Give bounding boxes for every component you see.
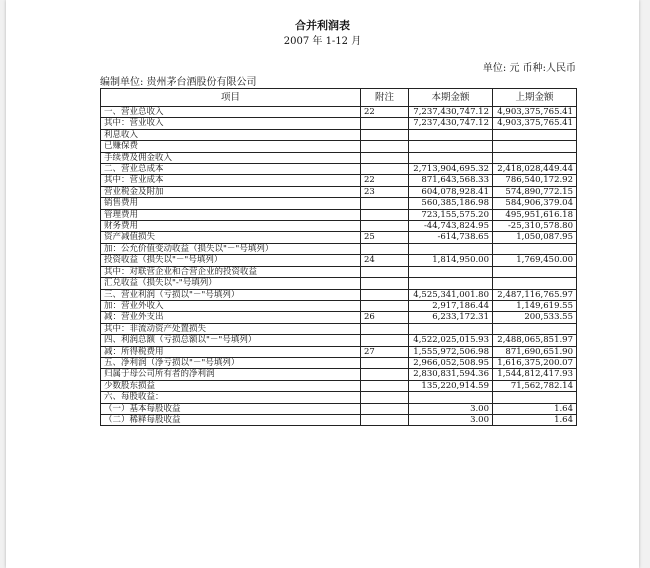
row-note bbox=[361, 266, 409, 277]
table-row bbox=[101, 152, 577, 163]
document-period: 2007 年 1-12 月 bbox=[283, 36, 362, 47]
row-item-label: 二、营业总成本 bbox=[101, 164, 361, 175]
row-current-amount: 4,525,341,001.80 bbox=[409, 289, 493, 300]
row-note bbox=[361, 323, 409, 334]
table-row bbox=[101, 118, 577, 129]
row-previous-amount: 584,906,379.04 bbox=[493, 198, 577, 209]
row-current-amount: 871,643,568.33 bbox=[409, 175, 493, 186]
row-previous-amount: 1,616,375,200.07 bbox=[493, 357, 577, 368]
header-current-amount: 本期金额 bbox=[409, 89, 493, 107]
row-item-label: 其中：对联营企业和合营企业的投资收益 bbox=[101, 266, 361, 277]
row-item-label: 四、利润总额（亏损总额以"－"号填列） bbox=[101, 335, 361, 346]
table-row bbox=[101, 346, 577, 357]
currency-unit: 单位: 元 币种:人民币 bbox=[482, 63, 576, 74]
table-row bbox=[101, 414, 577, 425]
header-previous-amount: 上期金额 bbox=[493, 89, 577, 107]
row-current-amount: 2,917,186.44 bbox=[409, 300, 493, 311]
table-row bbox=[101, 403, 577, 414]
row-note bbox=[361, 335, 409, 346]
row-current-amount bbox=[409, 392, 493, 403]
row-current-amount bbox=[409, 278, 493, 289]
table-row bbox=[101, 380, 577, 391]
table-row bbox=[101, 369, 577, 380]
row-current-amount: 1,555,972,506.98 bbox=[409, 346, 493, 357]
row-current-amount: 3.00 bbox=[409, 403, 493, 414]
row-previous-amount bbox=[493, 129, 577, 140]
table-row bbox=[101, 243, 577, 254]
row-previous-amount: 4,903,375,765.41 bbox=[493, 118, 577, 129]
row-previous-amount: -25,310,578.80 bbox=[493, 221, 577, 232]
row-current-amount: 723,155,575.20 bbox=[409, 209, 493, 220]
row-item-label: 汇兑收益（损失以"-"号填列） bbox=[101, 278, 361, 289]
row-item-label: 财务费用 bbox=[101, 221, 361, 232]
table-row bbox=[101, 357, 577, 368]
header-note: 附注 bbox=[361, 89, 409, 107]
row-item-label: 其中：营业收入 bbox=[101, 118, 361, 129]
row-note: 27 bbox=[361, 346, 409, 357]
row-previous-amount: 200,533.55 bbox=[493, 312, 577, 323]
row-current-amount: 1,814,950.00 bbox=[409, 255, 493, 266]
row-previous-amount: 71,562,782.14 bbox=[493, 380, 577, 391]
row-note: 24 bbox=[361, 255, 409, 266]
document-page bbox=[6, 0, 639, 568]
table-row bbox=[101, 209, 577, 220]
row-current-amount bbox=[409, 266, 493, 277]
row-previous-amount: 1,149,619.55 bbox=[493, 300, 577, 311]
table-row bbox=[101, 107, 577, 118]
row-note bbox=[361, 152, 409, 163]
row-previous-amount bbox=[493, 141, 577, 152]
row-note bbox=[361, 278, 409, 289]
table-row bbox=[101, 198, 577, 209]
row-item-label: 其中：营业成本 bbox=[101, 175, 361, 186]
row-note bbox=[361, 357, 409, 368]
table-row bbox=[101, 289, 577, 300]
row-item-label: （一）基本每股收益 bbox=[101, 403, 361, 414]
table-row bbox=[101, 232, 577, 243]
table-row bbox=[101, 335, 577, 346]
row-previous-amount: 2,418,028,449.44 bbox=[493, 164, 577, 175]
income-statement-table bbox=[100, 88, 577, 426]
row-note: 23 bbox=[361, 186, 409, 197]
row-note bbox=[361, 209, 409, 220]
row-item-label: 少数股东损益 bbox=[101, 380, 361, 391]
row-current-amount bbox=[409, 323, 493, 334]
row-current-amount: 2,713,904,695.32 bbox=[409, 164, 493, 175]
row-previous-amount: 1,544,812,417.93 bbox=[493, 369, 577, 380]
document-title: 合并利润表 bbox=[295, 19, 350, 32]
row-note bbox=[361, 129, 409, 140]
row-previous-amount: 786,540,172.92 bbox=[493, 175, 577, 186]
row-item-label: 加：营业外收入 bbox=[101, 300, 361, 311]
table-body bbox=[101, 107, 577, 426]
row-note bbox=[361, 300, 409, 311]
header-item: 项目 bbox=[101, 89, 361, 107]
row-previous-amount: 1.64 bbox=[493, 403, 577, 414]
row-current-amount: 3.00 bbox=[409, 414, 493, 425]
row-note bbox=[361, 380, 409, 391]
row-item-label: 加：公允价值变动收益（损失以"－"号填列） bbox=[101, 243, 361, 254]
table-row bbox=[101, 141, 577, 152]
preparing-company: 编制单位: 贵州茅台酒股份有限公司 bbox=[100, 77, 257, 88]
row-note bbox=[361, 198, 409, 209]
row-note: 22 bbox=[361, 107, 409, 118]
row-note bbox=[361, 221, 409, 232]
table-row bbox=[101, 175, 577, 186]
row-note bbox=[361, 118, 409, 129]
row-previous-amount bbox=[493, 243, 577, 254]
row-current-amount: 7,237,430,747.12 bbox=[409, 118, 493, 129]
row-item-label: 投资收益（损失以"－"号填列） bbox=[101, 255, 361, 266]
table-row bbox=[101, 255, 577, 266]
row-note bbox=[361, 403, 409, 414]
row-current-amount bbox=[409, 141, 493, 152]
row-previous-amount: 2,487,116,765.97 bbox=[493, 289, 577, 300]
row-note bbox=[361, 414, 409, 425]
row-item-label: 其中：非流动资产处置损失 bbox=[101, 323, 361, 334]
row-current-amount: -614,738.65 bbox=[409, 232, 493, 243]
row-note bbox=[361, 141, 409, 152]
row-current-amount bbox=[409, 243, 493, 254]
row-item-label: 销售费用 bbox=[101, 198, 361, 209]
row-previous-amount bbox=[493, 266, 577, 277]
row-previous-amount bbox=[493, 392, 577, 403]
row-previous-amount: 2,488,065,851.97 bbox=[493, 335, 577, 346]
row-item-label: 五、净利润（净亏损以"－"号填列） bbox=[101, 357, 361, 368]
table-row bbox=[101, 278, 577, 289]
table-row bbox=[101, 323, 577, 334]
row-previous-amount: 1,050,087.95 bbox=[493, 232, 577, 243]
row-current-amount: 4,522,025,015.93 bbox=[409, 335, 493, 346]
table-row bbox=[101, 300, 577, 311]
table-header-row bbox=[101, 89, 577, 107]
row-item-label: 手续费及佣金收入 bbox=[101, 152, 361, 163]
row-item-label: 利息收入 bbox=[101, 129, 361, 140]
row-current-amount: 604,078,928.41 bbox=[409, 186, 493, 197]
table-row bbox=[101, 164, 577, 175]
row-item-label: 归属于母公司所有者的净利润 bbox=[101, 369, 361, 380]
row-item-label: 已赚保费 bbox=[101, 141, 361, 152]
row-current-amount: 6,233,172.31 bbox=[409, 312, 493, 323]
row-item-label: 减：营业外支出 bbox=[101, 312, 361, 323]
row-item-label: 营业税金及附加 bbox=[101, 186, 361, 197]
row-note bbox=[361, 392, 409, 403]
row-item-label: 一、营业总收入 bbox=[101, 107, 361, 118]
row-previous-amount bbox=[493, 278, 577, 289]
table-row bbox=[101, 129, 577, 140]
table-row bbox=[101, 392, 577, 403]
row-current-amount: -44,743,824.95 bbox=[409, 221, 493, 232]
row-note: 22 bbox=[361, 175, 409, 186]
row-note bbox=[361, 369, 409, 380]
row-note bbox=[361, 289, 409, 300]
row-previous-amount: 871,690,651.90 bbox=[493, 346, 577, 357]
row-previous-amount: 574,890,772.15 bbox=[493, 186, 577, 197]
row-note: 25 bbox=[361, 232, 409, 243]
row-note: 26 bbox=[361, 312, 409, 323]
row-previous-amount: 1,769,450.00 bbox=[493, 255, 577, 266]
row-item-label: 六、每股收益： bbox=[101, 392, 361, 403]
table-row bbox=[101, 186, 577, 197]
row-previous-amount: 495,951,616.18 bbox=[493, 209, 577, 220]
row-current-amount: 2,830,831,594.36 bbox=[409, 369, 493, 380]
row-previous-amount bbox=[493, 323, 577, 334]
row-previous-amount: 4,903,375,765.41 bbox=[493, 107, 577, 118]
row-current-amount: 560,385,186.98 bbox=[409, 198, 493, 209]
table-row bbox=[101, 312, 577, 323]
row-note bbox=[361, 164, 409, 175]
row-current-amount bbox=[409, 129, 493, 140]
row-item-label: 资产减值损失 bbox=[101, 232, 361, 243]
row-previous-amount: 1.64 bbox=[493, 414, 577, 425]
table-row bbox=[101, 266, 577, 277]
row-item-label: （二）稀释每股收益 bbox=[101, 414, 361, 425]
row-previous-amount bbox=[493, 152, 577, 163]
row-current-amount bbox=[409, 152, 493, 163]
row-current-amount: 2,966,052,508.95 bbox=[409, 357, 493, 368]
table-row bbox=[101, 221, 577, 232]
row-note bbox=[361, 243, 409, 254]
row-item-label: 管理费用 bbox=[101, 209, 361, 220]
row-item-label: 减：所得税费用 bbox=[101, 346, 361, 357]
row-current-amount: 7,237,430,747.12 bbox=[409, 107, 493, 118]
row-item-label: 三、营业利润（亏损以"－"号填列） bbox=[101, 289, 361, 300]
row-current-amount: 135,220,914.59 bbox=[409, 380, 493, 391]
